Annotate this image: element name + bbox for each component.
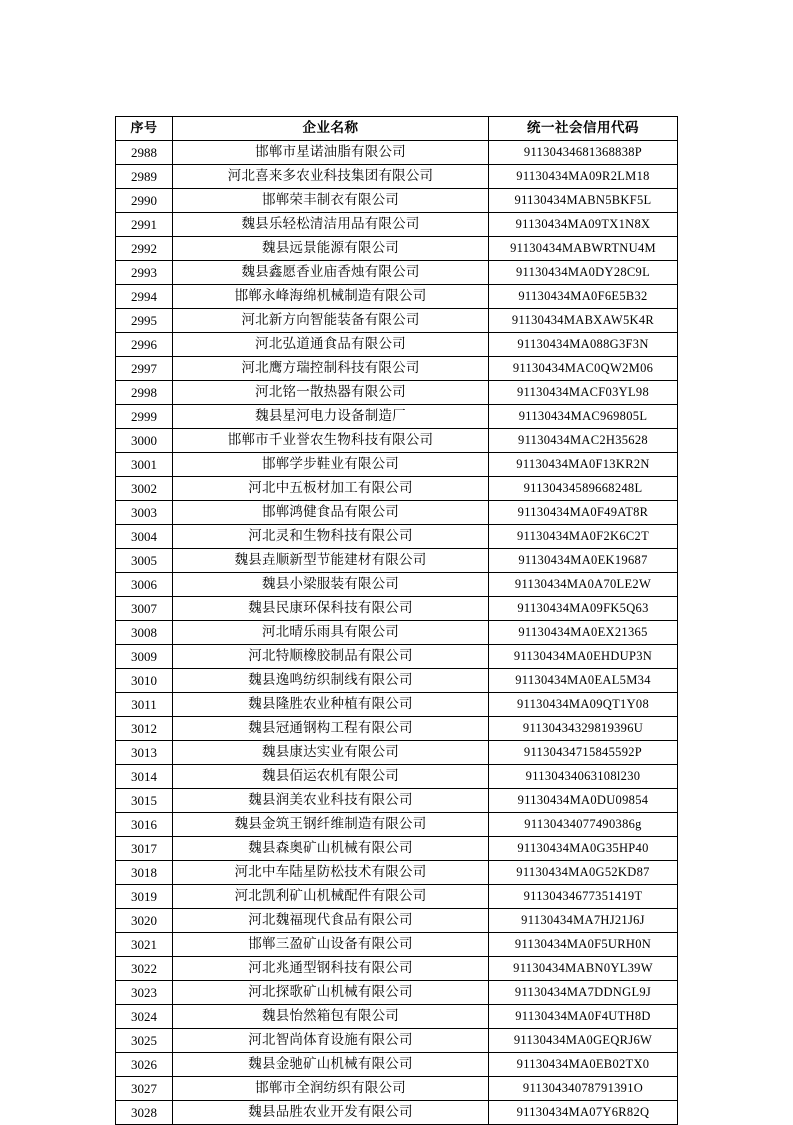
cell-enterprise-name: 河北凯利矿山机械配件有限公司 [173, 885, 489, 909]
column-header-enterprise-name: 企业名称 [173, 117, 489, 141]
table-row [116, 837, 678, 861]
table-row [116, 669, 678, 693]
cell-credit-code: 91130434MAC969805L [489, 405, 678, 429]
column-header-credit-code: 统一社会信用代码 [489, 117, 678, 141]
cell-sequence: 3023 [116, 981, 173, 1005]
cell-credit-code: 91130434589668248L [489, 477, 678, 501]
cell-sequence: 3020 [116, 909, 173, 933]
cell-credit-code: 91130434MABWRTNU4M [489, 237, 678, 261]
cell-enterprise-name: 魏县润美农业科技有限公司 [173, 789, 489, 813]
column-header-sequence: 序号 [116, 117, 173, 141]
cell-credit-code: 91130434078791391O [489, 1077, 678, 1101]
cell-sequence: 3026 [116, 1053, 173, 1077]
cell-enterprise-name: 魏县森奥矿山机械有限公司 [173, 837, 489, 861]
table-row [116, 285, 678, 309]
cell-enterprise-name: 河北喜来多农业科技集团有限公司 [173, 165, 489, 189]
cell-sequence: 3012 [116, 717, 173, 741]
cell-sequence: 3009 [116, 645, 173, 669]
cell-enterprise-name: 魏县佰运农机有限公司 [173, 765, 489, 789]
table-row [116, 261, 678, 285]
table-row [116, 1101, 678, 1125]
cell-sequence: 3007 [116, 597, 173, 621]
cell-enterprise-name: 邯郸鸿健食品有限公司 [173, 501, 489, 525]
cell-sequence: 3002 [116, 477, 173, 501]
table-row [116, 765, 678, 789]
cell-sequence: 2996 [116, 333, 173, 357]
cell-credit-code: 91130434MABXAW5K4R [489, 309, 678, 333]
cell-enterprise-name: 邯郸市全润纺织有限公司 [173, 1077, 489, 1101]
cell-enterprise-name: 邯郸市千业誉农生物科技有限公司 [173, 429, 489, 453]
cell-credit-code: 91130434MA0A70LE2W [489, 573, 678, 597]
cell-enterprise-name: 河北中车陆星防松技术有限公司 [173, 861, 489, 885]
cell-sequence: 2994 [116, 285, 173, 309]
cell-sequence: 3028 [116, 1101, 173, 1125]
cell-sequence: 2992 [116, 237, 173, 261]
cell-credit-code: 91130434715845592P [489, 741, 678, 765]
table-row [116, 141, 678, 165]
table-header-row [116, 117, 678, 141]
cell-credit-code: 91130434MA7DDNGL9J [489, 981, 678, 1005]
cell-credit-code: 91130434MA0EK19687 [489, 549, 678, 573]
cell-sequence: 3008 [116, 621, 173, 645]
cell-enterprise-name: 河北铭一散热器有限公司 [173, 381, 489, 405]
table-row [116, 693, 678, 717]
cell-sequence: 2989 [116, 165, 173, 189]
cell-enterprise-name: 魏县怡然箱包有限公司 [173, 1005, 489, 1029]
cell-credit-code: 91130434681368838P [489, 141, 678, 165]
table-row [116, 549, 678, 573]
cell-sequence: 2991 [116, 213, 173, 237]
table-row [116, 501, 678, 525]
cell-sequence: 3004 [116, 525, 173, 549]
cell-enterprise-name: 魏县乐轻松清洁用品有限公司 [173, 213, 489, 237]
cell-enterprise-name: 河北兆通型钢科技有限公司 [173, 957, 489, 981]
cell-sequence: 3013 [116, 741, 173, 765]
cell-enterprise-name: 魏县民康环保科技有限公司 [173, 597, 489, 621]
cell-credit-code: 91130434MAC0QW2M06 [489, 357, 678, 381]
cell-credit-code: 91130434MA0F6E5B32 [489, 285, 678, 309]
table-row [116, 789, 678, 813]
table-row [116, 573, 678, 597]
cell-credit-code: 91130434MA0F13KR2N [489, 453, 678, 477]
cell-credit-code: 91130434MA0G52KD87 [489, 861, 678, 885]
cell-sequence: 3003 [116, 501, 173, 525]
cell-credit-code: 91130434MA0F4UTH8D [489, 1005, 678, 1029]
table-row [116, 381, 678, 405]
cell-credit-code: 91130434MA0GEQRJ6W [489, 1029, 678, 1053]
cell-sequence: 3014 [116, 765, 173, 789]
cell-credit-code: 91130434MA09R2LM18 [489, 165, 678, 189]
table-row [116, 1005, 678, 1029]
cell-credit-code: 91130434MA088G3F3N [489, 333, 678, 357]
cell-enterprise-name: 河北晴乐雨具有限公司 [173, 621, 489, 645]
cell-enterprise-name: 魏县星河电力设备制造厂 [173, 405, 489, 429]
table-row [116, 213, 678, 237]
cell-credit-code: 91130434MA0DU09854 [489, 789, 678, 813]
cell-credit-code: 91130434077490386g [489, 813, 678, 837]
cell-enterprise-name: 魏县逸鸣纺织制线有限公司 [173, 669, 489, 693]
enterprise-registry-table [115, 116, 678, 1125]
cell-sequence: 3015 [116, 789, 173, 813]
cell-enterprise-name: 魏县品胜农业开发有限公司 [173, 1101, 489, 1125]
cell-enterprise-name: 河北智尚体育设施有限公司 [173, 1029, 489, 1053]
table-row [116, 933, 678, 957]
cell-credit-code: 91130434MA0DY28C9L [489, 261, 678, 285]
table-row [116, 1077, 678, 1101]
cell-sequence: 2997 [116, 357, 173, 381]
cell-enterprise-name: 邯郸三盈矿山设备有限公司 [173, 933, 489, 957]
table-row [116, 861, 678, 885]
table-row [116, 717, 678, 741]
table-row [116, 1029, 678, 1053]
cell-credit-code: 91130434MA0F2K6C2T [489, 525, 678, 549]
cell-credit-code: 91130434063108l230 [489, 765, 678, 789]
cell-sequence: 3021 [116, 933, 173, 957]
cell-sequence: 3016 [116, 813, 173, 837]
cell-sequence: 3005 [116, 549, 173, 573]
cell-sequence: 3018 [116, 861, 173, 885]
cell-credit-code: 91130434MA09QT1Y08 [489, 693, 678, 717]
cell-enterprise-name: 魏县小梁服装有限公司 [173, 573, 489, 597]
table-row [116, 525, 678, 549]
cell-sequence: 3000 [116, 429, 173, 453]
cell-sequence: 2990 [116, 189, 173, 213]
cell-sequence: 2988 [116, 141, 173, 165]
cell-credit-code: 91130434MABN5BKF5L [489, 189, 678, 213]
table-row [116, 597, 678, 621]
cell-sequence: 3001 [116, 453, 173, 477]
table-row [116, 957, 678, 981]
cell-sequence: 3024 [116, 1005, 173, 1029]
cell-enterprise-name: 魏县冠通钢构工程有限公司 [173, 717, 489, 741]
cell-credit-code: 91130434MA0EAL5M34 [489, 669, 678, 693]
cell-enterprise-name: 魏县金筑王钢纤维制造有限公司 [173, 813, 489, 837]
cell-enterprise-name: 魏县垚顺新型节能建材有限公司 [173, 549, 489, 573]
cell-sequence: 3006 [116, 573, 173, 597]
cell-enterprise-name: 河北特顺橡胶制品有限公司 [173, 645, 489, 669]
cell-credit-code: 91130434MA0EHDUP3N [489, 645, 678, 669]
cell-enterprise-name: 河北灵和生物科技有限公司 [173, 525, 489, 549]
cell-enterprise-name: 邯郸学步鞋业有限公司 [173, 453, 489, 477]
cell-credit-code: 91130434MAC2H35628 [489, 429, 678, 453]
cell-sequence: 2995 [116, 309, 173, 333]
cell-credit-code: 91130434MA09FK5Q63 [489, 597, 678, 621]
table-row [116, 477, 678, 501]
cell-credit-code: 91130434MA0G35HP40 [489, 837, 678, 861]
cell-credit-code: 91130434MA07Y6R82Q [489, 1101, 678, 1125]
table-row [116, 813, 678, 837]
cell-sequence: 3027 [116, 1077, 173, 1101]
cell-credit-code: 91130434MA0EX21365 [489, 621, 678, 645]
table-row [116, 405, 678, 429]
table-row [116, 1053, 678, 1077]
table-row [116, 165, 678, 189]
table-row [116, 429, 678, 453]
cell-sequence: 3022 [116, 957, 173, 981]
cell-sequence: 2998 [116, 381, 173, 405]
table-row [116, 741, 678, 765]
cell-enterprise-name: 魏县鑫愿香业庙香烛有限公司 [173, 261, 489, 285]
cell-credit-code: 91130434MA09TX1N8X [489, 213, 678, 237]
cell-enterprise-name: 邯郸永峰海绵机械制造有限公司 [173, 285, 489, 309]
table-body [116, 141, 678, 1125]
cell-credit-code: 91130434329819396U [489, 717, 678, 741]
cell-enterprise-name: 邯郸市星诺油脂有限公司 [173, 141, 489, 165]
table-row [116, 453, 678, 477]
cell-sequence: 3011 [116, 693, 173, 717]
cell-sequence: 3010 [116, 669, 173, 693]
cell-enterprise-name: 河北魏福现代食品有限公司 [173, 909, 489, 933]
table-row [116, 645, 678, 669]
cell-credit-code: 91130434MACF03YL98 [489, 381, 678, 405]
cell-credit-code: 91130434MA7HJ21J6J [489, 909, 678, 933]
table-header [116, 117, 678, 141]
table-row [116, 909, 678, 933]
table-row [116, 981, 678, 1005]
cell-sequence: 3019 [116, 885, 173, 909]
cell-enterprise-name: 邯郸荣丰制衣有限公司 [173, 189, 489, 213]
table-row [116, 237, 678, 261]
table-row [116, 621, 678, 645]
cell-enterprise-name: 魏县远景能源有限公司 [173, 237, 489, 261]
cell-sequence: 2993 [116, 261, 173, 285]
cell-enterprise-name: 河北探歌矿山机械有限公司 [173, 981, 489, 1005]
table-row [116, 189, 678, 213]
table-row [116, 333, 678, 357]
cell-credit-code: 91130434MA0F49AT8R [489, 501, 678, 525]
cell-enterprise-name: 河北弘道通食品有限公司 [173, 333, 489, 357]
cell-credit-code: 91130434MABN0YL39W [489, 957, 678, 981]
table-row [116, 309, 678, 333]
cell-credit-code: 91130434677351419T [489, 885, 678, 909]
cell-credit-code: 91130434MA0F5URH0N [489, 933, 678, 957]
cell-sequence: 3017 [116, 837, 173, 861]
table-row [116, 885, 678, 909]
cell-enterprise-name: 魏县康达实业有限公司 [173, 741, 489, 765]
cell-credit-code: 91130434MA0EB02TX0 [489, 1053, 678, 1077]
cell-enterprise-name: 河北新方向智能装备有限公司 [173, 309, 489, 333]
cell-enterprise-name: 河北中五板材加工有限公司 [173, 477, 489, 501]
table-row [116, 357, 678, 381]
cell-enterprise-name: 河北鹰方瑞控制科技有限公司 [173, 357, 489, 381]
cell-enterprise-name: 魏县金驰矿山机械有限公司 [173, 1053, 489, 1077]
cell-sequence: 2999 [116, 405, 173, 429]
cell-enterprise-name: 魏县隆胜农业种植有限公司 [173, 693, 489, 717]
cell-sequence: 3025 [116, 1029, 173, 1053]
